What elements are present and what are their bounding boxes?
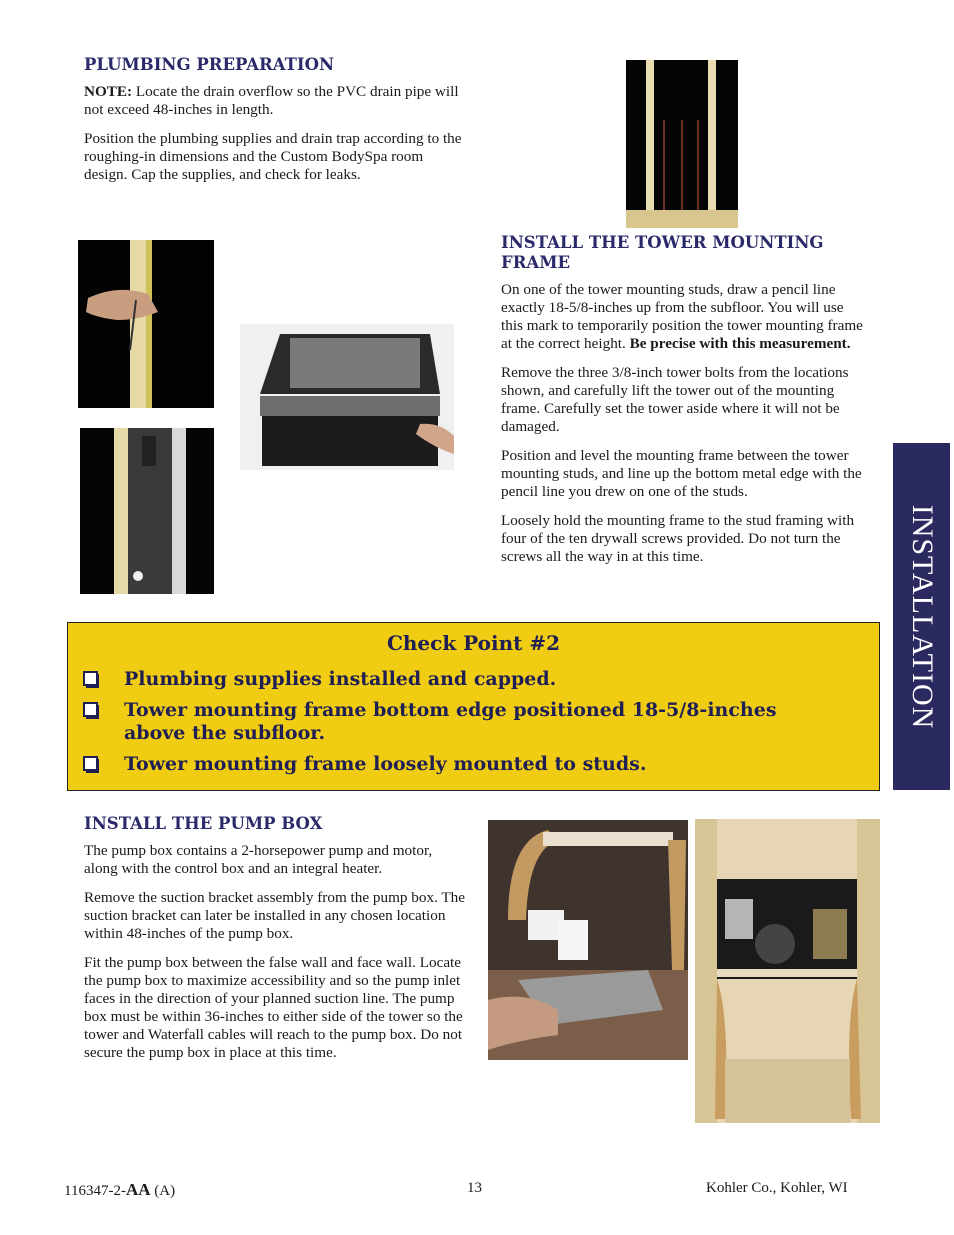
checkbox-icon[interactable] (83, 702, 100, 719)
marking-photo (78, 240, 214, 408)
footer-doc-number (64, 1180, 175, 1200)
tower-frame-illustration (240, 324, 454, 470)
checkpoint-box (67, 622, 880, 791)
pump-paragraph-1: The pump box contains a 2-horsepower pump and motor, along with the control box and an integral heater. (84, 842, 433, 877)
tower-paragraph-1 (501, 281, 865, 353)
doc-prefix: 116347-2- (64, 1183, 126, 1199)
tower-p1-bold: Be precise with this measurement. (629, 335, 851, 352)
mounted-frame-photo (80, 428, 214, 594)
checkpoint-item-text: Plumbing supplies installed and capped. (124, 668, 557, 690)
note-text: Locate the drain overflow so the PVC drain pipe will not exceed 48-inches in length. (84, 83, 459, 118)
tower-frame-photo (240, 324, 454, 470)
doc-suffix: (A) (150, 1183, 176, 1199)
checkpoint-item-text: Tower mounting frame bottom edge positioned 18-5/8-inches above the subfloor. (124, 699, 777, 744)
plumbing-heading: PLUMBING PREPARATION (84, 55, 335, 74)
pump-paragraph-2: Remove the suction bracket assembly from the pump box. The suction bracket can later be installed in any chosen location within 48-inches of the pump box. (84, 889, 466, 942)
studs-illustration (626, 60, 738, 228)
doc-bold: AA (125, 1180, 151, 1199)
tower-heading: INSTALL THE TOWER MOUNTING FRAME (501, 233, 824, 272)
note-label: NOTE: (84, 83, 133, 100)
tower-p1-text: On one of the tower mounting studs, draw a pencil line exactly 18-5/8-inches up from the subfloor. You will use this mark to temporarily position the tower mounting frame at the correct height. (501, 281, 863, 352)
tower-paragraph-4: Loosely hold the mounting frame to the stud framing with four of the ten drywall screws provided. Do not turn the screws all the way in at this time. (501, 512, 855, 565)
tower-paragraph-2: Remove the three 3/8-inch tower bolts from the locations shown, and carefully lift the tower out of the mounting frame. Carefully set the tower aside where it will not be damaged. (501, 364, 849, 435)
pump-section (84, 814, 468, 1073)
pump-paragraph-3: Fit the pump box between the false wall and face wall. Locate the pump box to maximize accessibility and so the pump inlet faces in the direction of your planned suction line. The pump box must be within 36-inches to either side of the tower so the tower and Waterfall cables will reach to the pump box. Do not secure the pump box in place at this time. (84, 954, 463, 1061)
side-tab-label: INSTALLATION (905, 504, 939, 729)
plumbing-note (84, 83, 464, 119)
installation-side-tab (893, 443, 950, 790)
pump-box-photo (695, 819, 880, 1123)
suction-bracket-illustration (488, 820, 688, 1060)
plumbing-paragraph: Position the plumbing supplies and drain trap according to the roughing-in dimensions and the Custom BodySpa room design. Cap the supplies, and check for leaks. (84, 130, 462, 183)
pump-heading: INSTALL THE PUMP BOX (84, 814, 323, 833)
checkbox-icon[interactable] (83, 671, 100, 688)
tower-section (501, 233, 865, 577)
marking-illustration (78, 240, 214, 408)
checkbox-icon[interactable] (83, 756, 100, 773)
footer-page-number: 13 (467, 1180, 482, 1196)
checkpoint-item-text: Tower mounting frame loosely mounted to studs. (124, 753, 647, 775)
suction-bracket-photo (488, 820, 688, 1060)
pump-box-illustration (695, 819, 880, 1123)
footer-company: Kohler Co., Kohler, WI (706, 1180, 848, 1196)
studs-photo (626, 60, 738, 228)
mounted-frame-illustration (80, 428, 214, 594)
checkpoint-title: Check Point #2 (386, 631, 561, 655)
plumbing-section (84, 55, 464, 195)
tower-paragraph-3: Position and level the mounting frame between the tower mounting studs, and line up the bottom metal edge with the pencil line you drew on one of the studs. (501, 447, 862, 500)
